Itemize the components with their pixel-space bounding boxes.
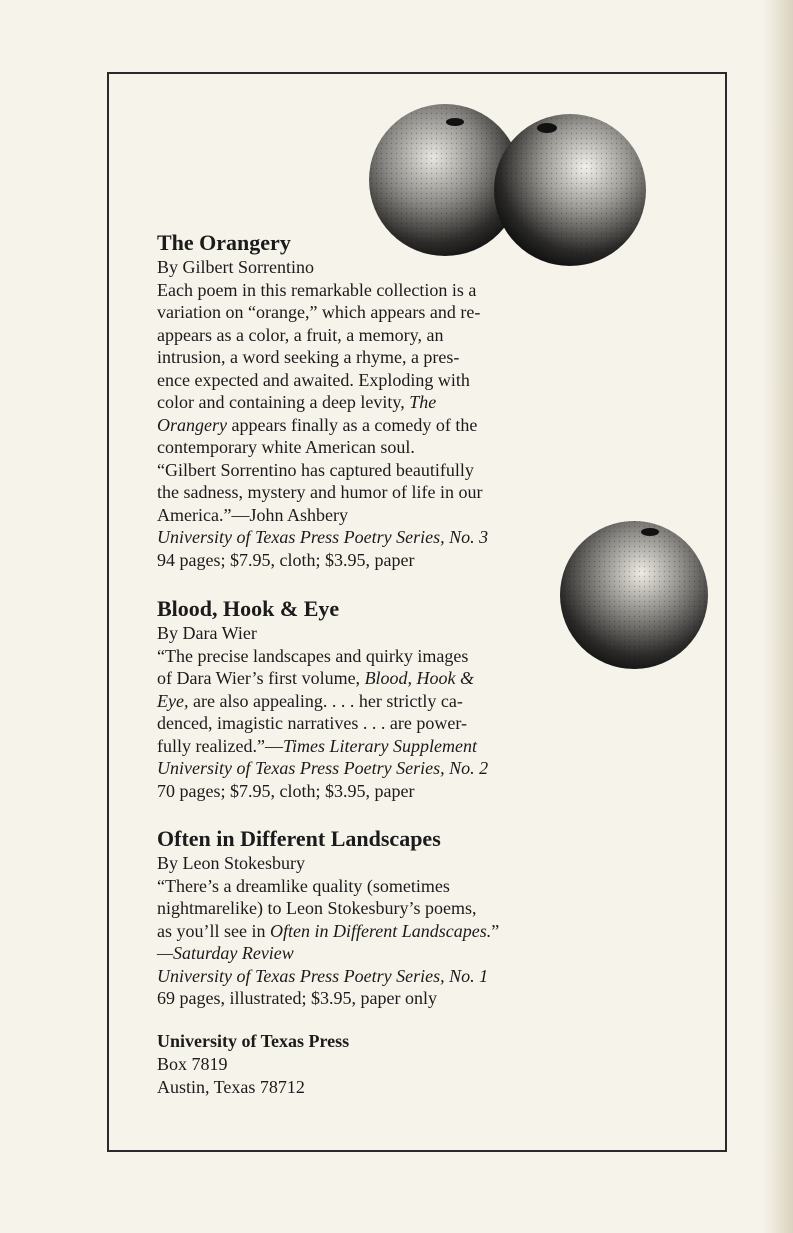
book-author: By Dara Wier (157, 623, 257, 643)
quote-source: —Saturday Review (157, 943, 294, 963)
pricing-line: 69 pages, illustrated; $3.95, paper only (157, 988, 437, 1008)
description-line: contemporary white American soul. (157, 437, 415, 457)
book-entry-orangery (157, 230, 587, 571)
description-line: ence expected and awaited. Exploding with (157, 369, 470, 390)
book-entry-often-in-different-landscapes (157, 826, 587, 1010)
publisher-name: University of Texas Press (157, 1031, 350, 1051)
book-title: Often in Different Landscapes (157, 826, 441, 851)
quote-line: “The precise landscapes and quirky images (157, 645, 469, 666)
page-edge (763, 0, 793, 1233)
quote-line: as you’ll see in Often in Different Landscapes.” (157, 920, 500, 941)
quote-line: America.”—John Ashbery (157, 504, 348, 525)
quote-line: Eye, are also appealing. . . . her strictly ca- (157, 690, 463, 711)
quote-line: of Dara Wier’s first volume, Blood, Hook & (157, 668, 475, 688)
description-line: Orangery appears finally as a comedy of the (157, 414, 478, 435)
description-line: intrusion, a word seeking a rhyme, a pres- (157, 347, 460, 367)
quote-line: “Gilbert Sorrentino has captured beautifully (157, 459, 474, 480)
series-line: University of Texas Press Poetry Series, No. 2 (157, 758, 489, 778)
pricing-line: 70 pages; $7.95, cloth; $3.95, paper (157, 780, 415, 801)
description-line: Each poem in this remarkable collection is a (157, 279, 477, 300)
book-author: By Gilbert Sorrentino (157, 257, 314, 277)
address-line: Box 7819 (157, 1054, 228, 1074)
publisher-address (157, 1030, 457, 1099)
address-line: Austin, Texas 78712 (157, 1077, 305, 1097)
quote-line: “There’s a dreamlike quality (sometimes (157, 875, 450, 896)
description-line: appears as a color, a fruit, a memory, an (157, 324, 444, 345)
series-line: University of Texas Press Poetry Series, No. 3 (157, 527, 489, 547)
book-title: The Orangery (157, 230, 291, 255)
quote-line: fully realized.”—Times Literary Supplement (157, 735, 477, 756)
book-author: By Leon Stokesbury (157, 853, 305, 873)
series-line: University of Texas Press Poetry Series, No. 1 (157, 965, 489, 986)
book-title: Blood, Hook & Eye (157, 596, 340, 621)
quote-line: denced, imagistic narratives . . . are power- (157, 713, 468, 733)
quote-line: nightmarelike) to Leon Stokesbury’s poems, (157, 898, 477, 918)
book-entry-blood-hook-eye (157, 596, 567, 802)
pricing-line: 94 pages; $7.95, cloth; $3.95, paper (157, 549, 415, 570)
description-line: variation on “orange,” which appears and re- (157, 302, 481, 322)
description-line: color and containing a deep levity, The (157, 392, 437, 412)
quote-line: the sadness, mystery and humor of life in our (157, 482, 483, 502)
